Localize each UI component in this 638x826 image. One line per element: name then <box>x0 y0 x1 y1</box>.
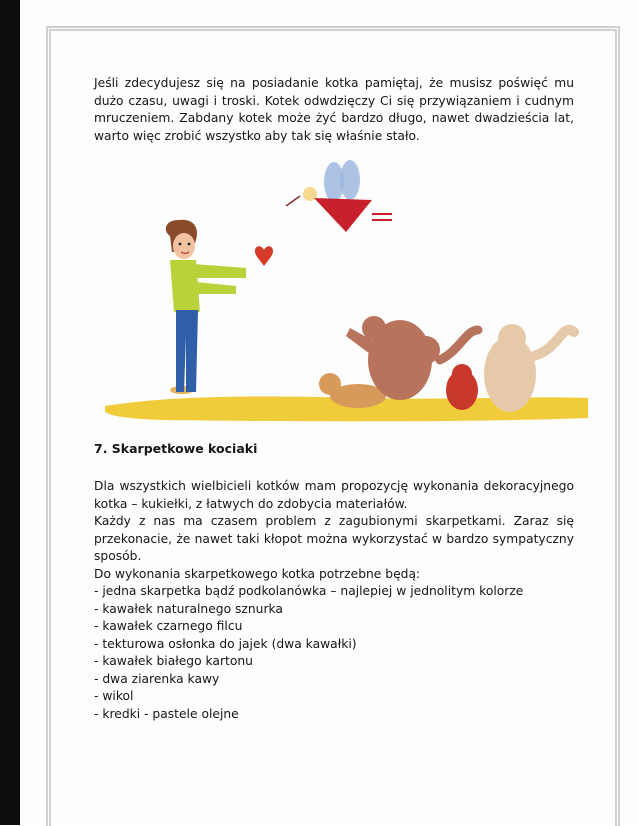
list-item: - kawałek naturalnego sznurka <box>94 601 283 616</box>
list-intro: Do wykonania skarpetkowego kotka potrzebne będą: <box>94 566 421 581</box>
list-item: - kawałek białego kartonu <box>94 654 253 668</box>
list-item: - kredki - pastele olejne <box>94 706 239 721</box>
list-item: - tekturowa osłonka do jajek (dwa kawałki) <box>94 636 357 651</box>
section-body <box>94 478 574 723</box>
intro-paragraph: Jeśli zdecydujesz się na posiadanie kotka pamiętaj, że musisz poświęć mu dużo czasu, uwagi i troski. Kotek odwdzięczy Ci się przywiązaniem i cudnym mruczeniem. Zabdany kotek może żyć bardzo długo, nawet dwadzieścia lat, warto więc zrobić wszystko aby tak się właśnie stało. <box>94 76 574 143</box>
list-item: - kawałek czarnego filcu <box>94 619 243 633</box>
paragraph-1: Dla wszystkich wielbicieli kotków mam propozycję wykonania dekoracyjnego kotka – kukiełki, z łatwych do zdobycia materiałów. <box>94 479 574 511</box>
child-figure <box>166 220 246 394</box>
list-item: - wikol <box>94 689 134 703</box>
list-item: - jedna skarpetka bądź podkolanówka – najlepiej w jednolitym kolorze <box>94 584 524 598</box>
heart-icon <box>255 246 273 266</box>
fairy-figure <box>286 160 392 232</box>
paragraph-2: Każdy z nas ma czasem problem z zagubionymi skarpetkami. Zaraz się przekonacie, że nawet taki kłopot można wykorzystać w bardzo sympatyczny sposób. <box>94 514 574 563</box>
section-heading: 7. Skarpetkowe kociaki <box>94 441 258 456</box>
illustration-child-fairy-cats <box>100 160 590 430</box>
scan-left-edge <box>0 0 20 825</box>
list-item: - dwa ziarenka kawy <box>94 671 220 686</box>
materials-list <box>94 583 574 723</box>
